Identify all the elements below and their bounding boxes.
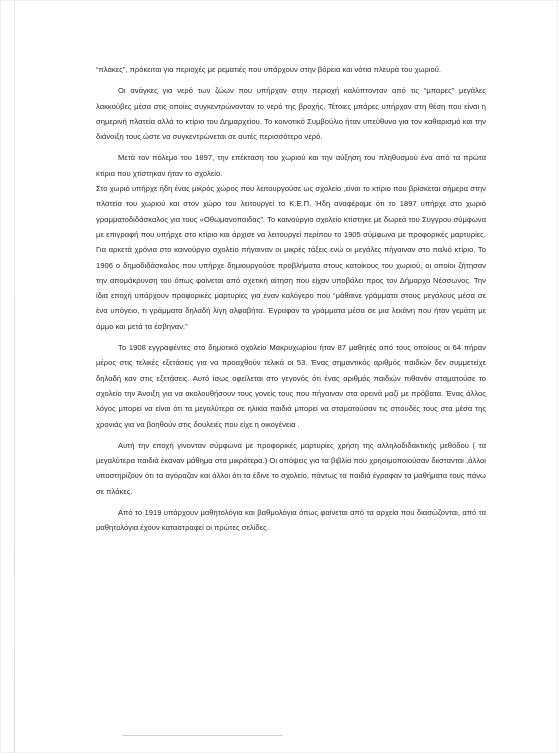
paragraph-1908-students: Το 1908 εγγραφέντες στο δημοτικό σχολείο Μακρυχωρίου ήταν 87 μαθητές από τους οποίους οι 64 πήραν μέρος στις τελικές εξετάσεις για να προαχθούν τελικά οι 53. Ένας σημαντικός αριθμός παιδιών δεν συμμετείχε δηλαδή καν στις εξετάσεις. Αυτό ίσως οφείλεται στο γεγονός ότι ένας αριθμός παιδιών πιθανόν σταματούσε το σχολείο την Άνοιξη για να ακολουθήσουν τους γονείς τους που πήγαιναν στα ορεινά μαζί με πρόβατα. Ένας άλλος λόγος μπορεί να είναι ότι τα μεγαλύτερα σε ηλικία παιδιά μπορεί να σταματούσαν τις σπουδές τους στα μέσα της χρονιάς για να βοηθούν στις δουλειές που είχε η οικογένεια . (96, 343, 486, 429)
document-body (96, 62, 486, 542)
paragraph-1919-records: Από το 1919 υπάρχουν μαθητολόγια και βαθμολόγια όπως φαίνεται από τα αρχεία που διασώζονται, από τα μαθητολόγια έχουν καταστραφεί οι πρώτες σελίδες. (96, 508, 486, 533)
paragraph-water-needs: Οι ανάγκες για νερό των ζώων που υπήρχαν στην περιοχή καλύπτονταν από τις “μπαρες” μεγάλες λακκούβες μέσα στις οποίες συγκεντρώνονταν το νερό της βροχής. Τέτοιες μπάρες υπήρχαν στη θέση που είναι η σημερινή πλατεία αλλά το κτίριο του Δημαρχείου. Το κοινοτικό Συμβούλιο ήταν υπεύθυνο για τον καθαρισμό και την διάνοιξη τους ώστε να συγκεντρώνεται σε αυτές περισσότερο νερό. (96, 86, 486, 142)
paragraph-mutual-teaching: Αυτή την εποχή γίνονταν σύμφωνα με προφορικές μαρτυρίες χρήση της αλληλοδιδακτικής μεθόδου ( τα μεγαλύτερα παιδιά έκαναν μάθημα στα μικρότερα.) Οι απόψεις για τα βιβλία που χρησιμοποιούσαν διίστανται ,άλλοι υποστηρίζουν ότι τα αγόραζαν και άλλοι ότι τα έδινε το σχολείο, πάντως τα παιδιά έγραφαν τα μαθήματα τους πάνω σε πλάκες. (96, 440, 486, 496)
paragraph-school-history: Στο χωριό υπήρχε ήδη ένας μικρός χώρος που λειτουργούσε ως σχολείο ,είναι το κτίριο που βρίσκεται σήμερα στην πλατεία του χωριού και στον χώρο του λειτουργεί το Κ.Ε.Π. Ήδη αναφέραμε ότι το 1897 υπήρχε στο χωριό γραμματοδιδάσκαλος για τους «Οθωμανοπαιδας”. Το καινούργιο σχολείο κτίστηκε με δωρεά του Συγγρου σύμφωνα με επιγραφή που υπήρχε στο κτίριο και άρχισε να λειτουργεί περίπου το 1905 σύμφωνα με προφορικές μαρτυρίες. Για αρκετά χρόνια στο καινούργιο σχολείο πήγαιναν οι μικρές τάξεις ενώ οι μεγάλες πήγαιναν στο παλιό κτίριο. Το 1906 ο δημοδιδάσκαλος που υπήρχε δημιουργούσε προβλήματα στους κατοίκους του χωριού, οι οποίοι ζήτησαν την απομάκρυνση του όπως φαίνεται από σχετική αίτηση που είχαν υποβάλει προς τον Δήμαρχο Νέσσωνος. Την ίδια εποχή υπάρχουν προφορικές μαρτυρίες για έναν καλόγερο που “μάθαινε γράμματα στους μεγάλους μέσα σε ένα υπόγειο, τι γράμματα δηλαδή λίγη αλφαβήτα. Έγραφαν τα γράμματα μέσα σε μια λεκάνη που ήταν γεμάτη με άμμο και μετά τα έσβηναν.” (96, 184, 486, 331)
scan-artifact (122, 735, 282, 736)
scan-edge-line (14, 0, 15, 753)
paragraph-after-1897: Μετά τον πόλεμο του 1897, την επέκταση του χωριού και την αύξηση του πληθυσμού ένα από τα πρώτα κτίρια που χτίστηκαν ήταν το σχολείο. (96, 153, 486, 178)
paragraph-plakes: “πλάκες”, πρόκειται για περιοχές με ρεματιές που υπάρχουν στην βόρεια και νότια πλευρά του χωριού. (96, 65, 442, 74)
